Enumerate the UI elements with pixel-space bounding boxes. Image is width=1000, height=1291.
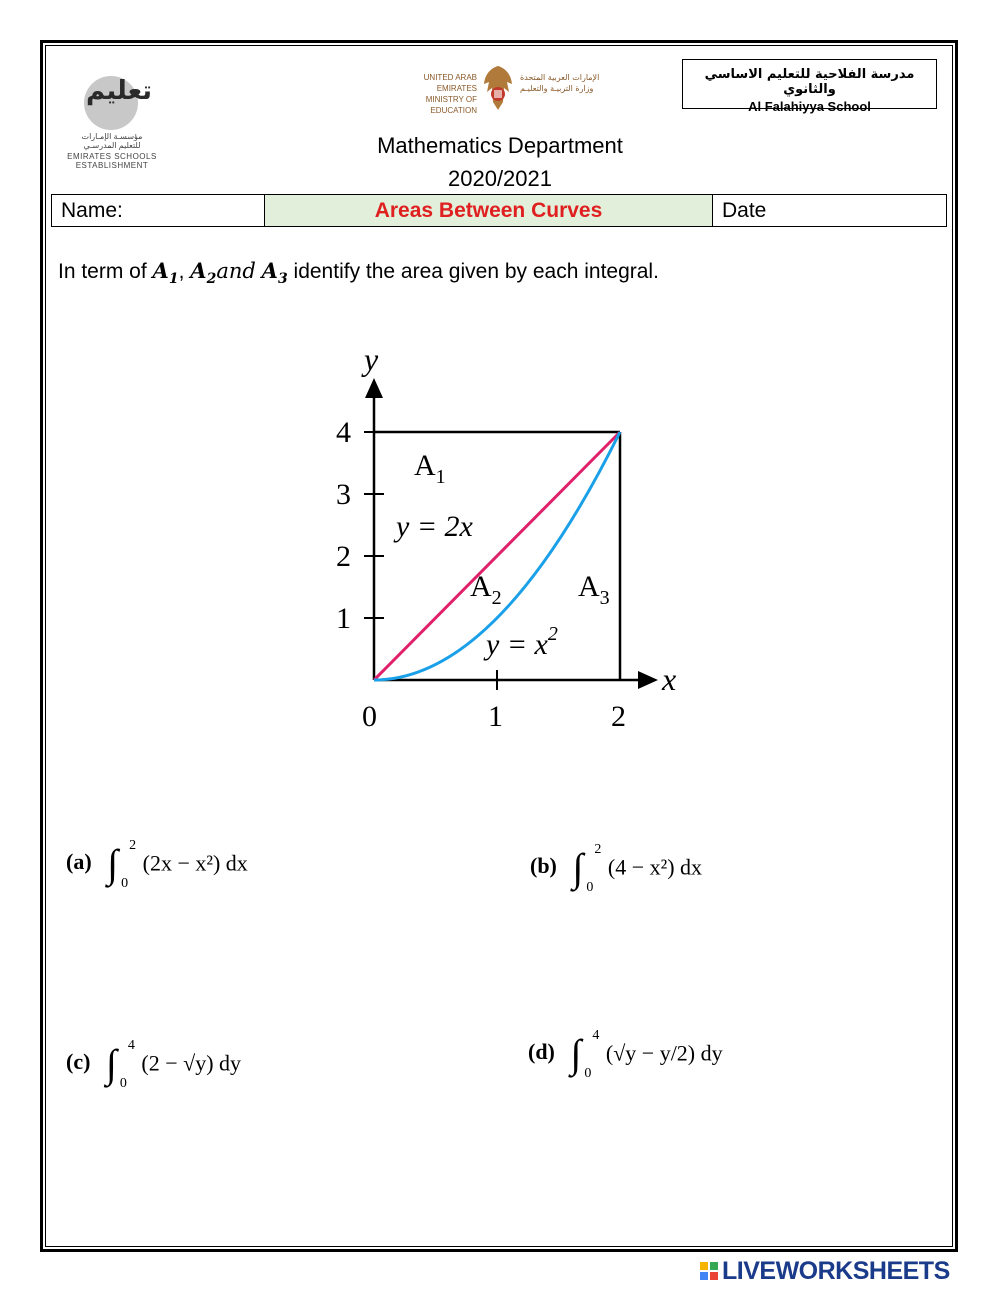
upper-limit: 2 [129, 838, 137, 853]
region-a1-label [414, 449, 446, 488]
region-a3-label [578, 570, 610, 609]
region-a3-sub: 3 [599, 587, 610, 609]
region-a2-sub: 2 [491, 587, 502, 609]
emirates-schools-logo [66, 72, 158, 172]
upper-limit: 4 [592, 1028, 600, 1043]
curve-label-base: y = x [486, 628, 548, 661]
y-axis-label: y [364, 341, 379, 377]
problem-d-expression: (√y − y/2) dy [605, 1040, 723, 1066]
logo-arabic-line2: للتعليم المدرسـي [83, 141, 141, 150]
symbol-a3-sub: 3 [277, 271, 288, 288]
ministry-arabic [520, 72, 612, 94]
ministry-english [385, 72, 477, 116]
department-title: Mathematics Department [377, 133, 623, 158]
symbol-a3: A [261, 258, 278, 283]
problem-a-expression: (2x − x²) dx [142, 850, 248, 876]
symbol-a1: A [152, 258, 169, 283]
info-table [51, 194, 947, 227]
instruction-and: and [216, 259, 256, 283]
logo-arabic-line1: مؤسسـة الإمـارات [81, 132, 143, 141]
area-graph [320, 340, 700, 740]
x-axis-label: x [662, 661, 677, 697]
school-name-box [682, 59, 937, 114]
region-a3-letter: A [578, 570, 600, 603]
problem-a-label: (a) [66, 848, 92, 874]
worksheet-title: Areas Between Curves [265, 195, 713, 226]
school-english-name: Al Falahiyya School [748, 99, 871, 114]
x-tick-label-2: 2 [611, 700, 626, 733]
problem-b [530, 842, 703, 895]
date-label: Date [722, 198, 767, 222]
upper-limit: 2 [594, 842, 602, 857]
problem-b-expression: (4 − x²) dx [607, 854, 703, 880]
logo-english-line1: EMIRATES SCHOOLS [67, 152, 157, 161]
ministry-ar-line1: الإمارات العربية المتحدة [520, 73, 600, 82]
ministry-ar-line2: وزارة التربيـة والتعليـم [520, 84, 594, 93]
problem-d [528, 1028, 723, 1081]
region-a2-label [470, 570, 502, 609]
y-tick-label-3: 3 [336, 478, 351, 511]
lower-limit: 0 [586, 880, 594, 895]
y-axis-arrow [365, 378, 383, 398]
region-a1-letter: A [414, 449, 436, 482]
upper-limit: 4 [127, 1038, 135, 1053]
line-label: y = 2x [396, 510, 473, 543]
problem-c-label: (c) [66, 1048, 91, 1074]
problem-d-label: (d) [528, 1038, 555, 1064]
integral-sign-icon: ∫ 4 0 [570, 1028, 600, 1081]
instruction-suffix: identify the area given by each integral. [287, 260, 659, 283]
symbol-a1-sub: 1 [168, 271, 179, 288]
ministry-en-line2: MINISTRY OF EDUCATION [425, 95, 477, 115]
problem-b-label: (b) [530, 852, 557, 878]
y-tick-label-1: 1 [336, 602, 351, 635]
region-a1-sub: 1 [435, 466, 446, 488]
lower-limit: 0 [121, 876, 129, 891]
name-label: Name: [61, 198, 123, 222]
emblem-icon [481, 62, 515, 116]
lower-limit: 0 [119, 1076, 127, 1091]
x-tick-label-1: 1 [488, 700, 503, 733]
problem-c [66, 1038, 242, 1091]
curve-label-exp: 2 [547, 623, 558, 645]
name-field[interactable] [52, 195, 265, 226]
ministry-en-line1: UNITED ARAB EMIRATES [423, 73, 477, 93]
symbol-a2-sub: 2 [206, 271, 217, 288]
symbol-a2: A [190, 258, 207, 283]
curve-label [483, 623, 558, 661]
academic-year: 2020/2021 [448, 166, 552, 191]
liveworksheets-brand [700, 1258, 950, 1284]
integral-sign-icon: ∫ 4 0 [105, 1038, 135, 1091]
problem-c-expression: (2 − √y) dy [141, 1050, 242, 1076]
instruction-prefix: In term of [58, 260, 153, 283]
school-arabic-name: مدرسة الفلاحية للتعليم الاساسي والثانوي [704, 67, 915, 97]
brand-tiles-icon [700, 1262, 718, 1280]
integral-sign-icon: ∫ 2 0 [572, 842, 602, 895]
brand-name: LIVEWORKSHEETS [722, 1256, 950, 1285]
y-tick-label-4: 4 [336, 416, 351, 449]
y-tick-label-2: 2 [336, 540, 351, 573]
region-a2-letter: A [470, 570, 492, 603]
date-field[interactable] [713, 195, 946, 226]
problem-a [66, 838, 248, 891]
instruction-comma: , [178, 260, 185, 283]
x-tick-label-0: 0 [362, 700, 377, 733]
logo-english-line2: ESTABLISHMENT [75, 161, 149, 170]
x-axis-arrow [638, 671, 658, 689]
integral-sign-icon: ∫ 2 0 [107, 838, 137, 891]
ministry-of-education-logo [385, 62, 615, 117]
logo-arabic-word: تعليم [86, 76, 153, 106]
lower-limit: 0 [584, 1066, 592, 1081]
instruction-text [58, 258, 659, 287]
